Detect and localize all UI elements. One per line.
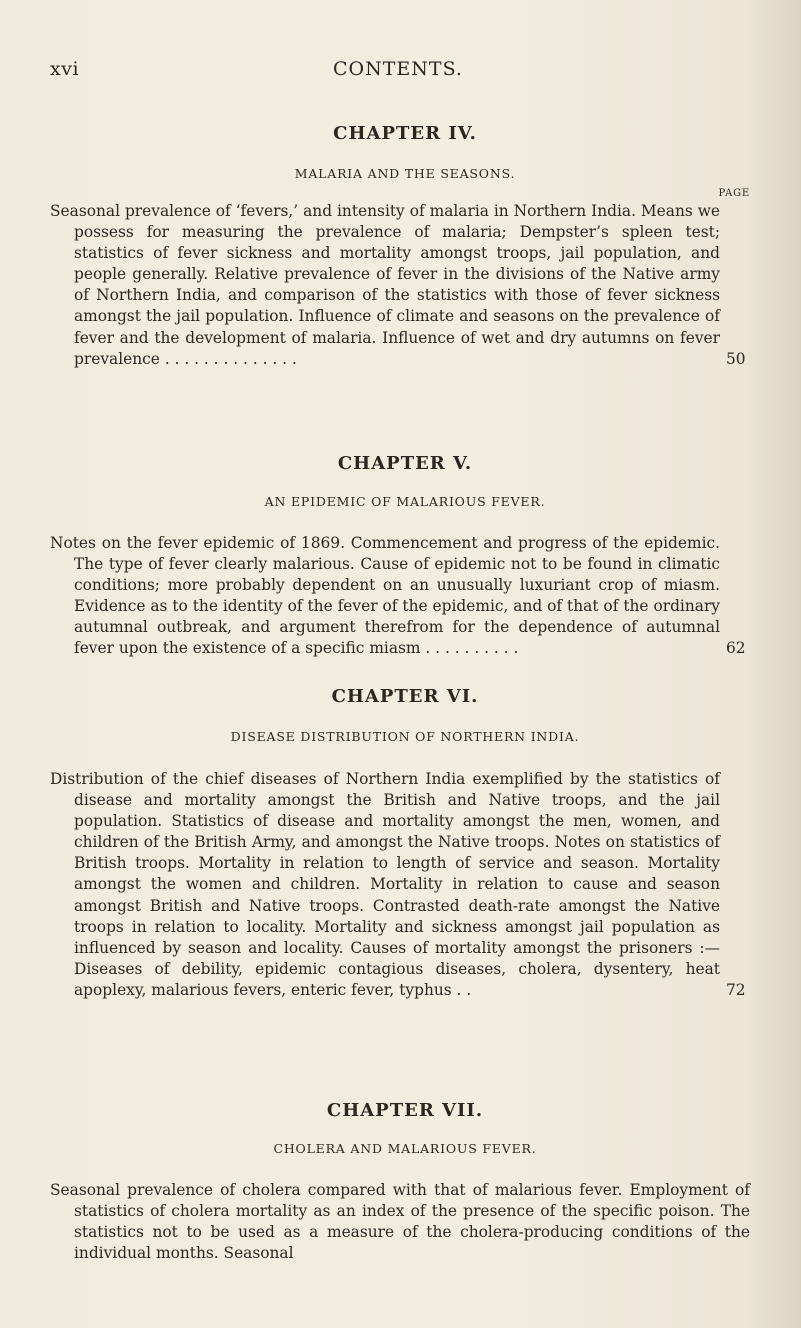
chapter-title: CHAPTER V.	[337, 453, 473, 474]
chapter-summary: Notes on the fever epidemic of 1869. Commencement and progress of the epidemic. The type of fever clearly malarious. Cause of epidemic not to be found in climatic conditions; more probably dependent on an unusually luxuriant crop of miasm. Evidence as to the identity of the fever of the epidemic, and of that of the ordinary autumnal outbreak, and argument therefrom for the dependence of autumnal fever upon the existence of a specific miasm . . . . . . . . . . 62	[50, 534, 746, 658]
chapter-title: CHAPTER VI.	[331, 686, 479, 707]
page-folio: xvi	[50, 58, 80, 80]
chapter-subtitle: AN EPIDEMIC OF MALARIOUS FEVER.	[264, 494, 546, 509]
chapter-summary: Distribution of the chief diseases of Northern India exemplified by the statistics of disease and mortality amongst the British and Native troops, and the jail population. Statistics of disease and mortality amongst the men, women, and children of the British Army, and amongst the Native troops. Notes on statistics of British troops. Mortality in relation to length of service and season. Mortality amongst the women and children. Mortality in relation to cause and season amongst British and Native troops. Contrasted death-rate amongst the Native troops in relation to locality. Mortality and sickness amongst jail population as influenced by season and locality. Causes of mortality amongst the prisoners :—Diseases of debility, epidemic contagious diseases, cholera, dysentery, heat apoplexy, malarious fevers, enteric fever, typhus . . 72	[50, 770, 746, 999]
chapter-title: CHAPTER VII.	[326, 1100, 484, 1121]
chapter-vii	[50, 1098, 750, 1280]
chapter-summary-text: Distribution of the chief diseases of Northern India exemplified by the statistics of disease and mortality amongst the British and Native troops, and the jail population. Statistics of disease and mortality amongst the men, women, and children of the British Army, and amongst the Native troops. Notes on statistics of British troops. Mortality in relation to length of service and season. Mortality amongst the women and children. Mortality in relation to cause and season amongst British and Native troops. Contrasted death-rate amongst the Native troops in relation to locality. Mortality and sickness amongst jail population as influenced by season and locality. Causes of mortality amongst the prisoners :—Diseases of debility, epidemic contagious diseases, cholera, dysentery, heat apoplexy, malarious fevers, enteric fever, typhus . .	[50, 770, 720, 999]
chapter-summary-text: Seasonal prevalence of ‘fevers,’ and intensity of malaria in Northern India. Means we possess for measuring the prevalence of malaria; Dempster’s spleen test; statistics of fever sickness and mortality amongst troops, jail population, and people generally. Relative prevalence of fever in the divisions of the Native army of Northern India, and comparison of the statistics with those of fever sickness amongst the jail population. Influence of climate and seasons on the prevalence of fever and the development of malaria. Influence of wet and dry autumns on fever prevalence . . . . . . . . . . . . . .	[50, 202, 720, 368]
page-column-label: PAGE	[718, 188, 750, 199]
chapter-iv	[50, 121, 750, 385]
chapter-summary	[50, 1180, 750, 1264]
chapter-vi	[50, 684, 750, 1016]
chapter-title: CHAPTER IV.	[333, 123, 477, 144]
chapter-v	[50, 451, 750, 675]
chapter-summary-text: Seasonal prevalence of cholera compared with that of malarious fever. Employment of statistics of cholera mortality as an index of the presence of the specific poison. The statistics not to be used as a measure of the cholera-producing conditions of the individual months. Seasonal	[50, 1181, 750, 1263]
running-head-title: CONTENTS.	[333, 58, 463, 80]
chapter-subtitle: CHOLERA AND MALARIOUS FEVER.	[273, 1141, 537, 1156]
chapter-subtitle: MALARIA AND THE SEASONS.	[294, 166, 516, 181]
chapter-subtitle: DISEASE DISTRIBUTION OF NORTHERN INDIA.	[230, 729, 580, 744]
running-head	[50, 58, 746, 84]
chapter-summary: Seasonal prevalence of ‘fevers,’ and intensity of malaria in Northern India. Means we possess for measuring the prevalence of malaria; Dempster’s spleen test; statistics of fever sickness and mortality amongst troops, jail population, and people generally. Relative prevalence of fever in the divisions of the Native army of Northern India, and comparison of the statistics with those of fever sickness amongst the jail population. Influence of climate and seasons on the prevalence of fever and the development of malaria. Influence of wet and dry autumns on fever prevalence . . . . . . . . . . . . . . 50	[50, 202, 746, 368]
chapter-summary-text: Notes on the fever epidemic of 1869. Commencement and progress of the epidemic. The type of fever clearly malarious. Cause of epidemic not to be found in climatic conditions; more probably dependent on an unusually luxuriant crop of miasm. Evidence as to the identity of the fever of the epidemic, and of that of the ordinary autumnal outbreak, and argument therefrom for the dependence of autumnal fever upon the existence of a specific miasm . . . . . . . . . .	[50, 534, 720, 658]
